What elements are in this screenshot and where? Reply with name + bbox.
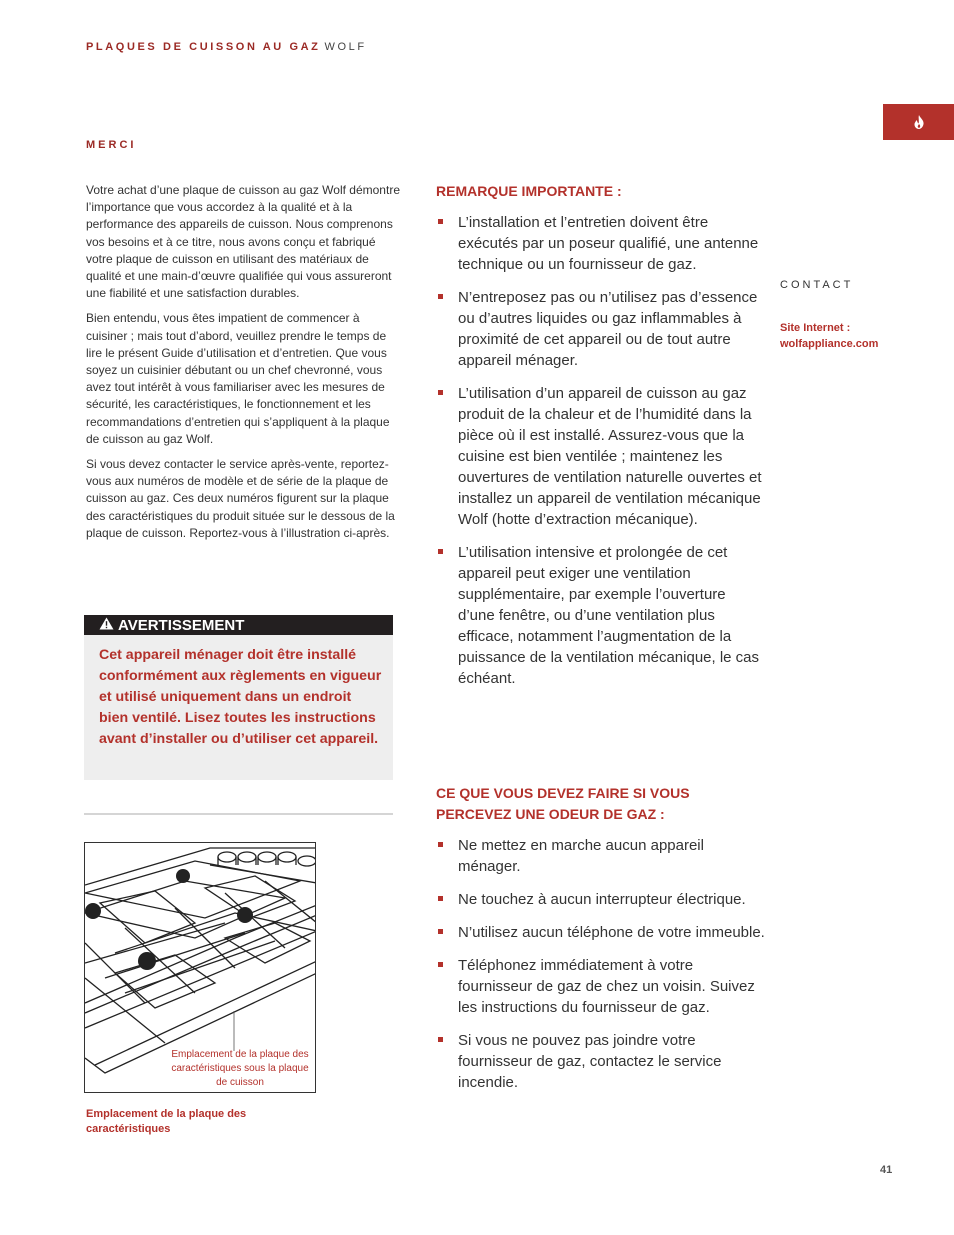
website-label: Site Internet : (780, 322, 851, 334)
list-item: N’utilisez aucun téléphone de votre immeuble. (436, 922, 766, 943)
intro-text (86, 182, 400, 550)
cooktop-illustration (84, 842, 316, 1093)
illustration-callout: Emplacement de la plaque des caractéristiques sous la plaque de cuisson (171, 1049, 309, 1088)
header-title: PLAQUES DE CUISSON AU GAZ (86, 41, 321, 53)
list-item: L’utilisation intensive et prolongée de cet appareil peut exiger une ventilation supplémentaire, par exemple l’ouverture d’une fenêtre, ou d’une ventilation plus efficace, notamment l’augmentation de la puissance de la ventilation mécanique, le cas échéant. (436, 542, 766, 689)
figure-caption: Emplacement de la plaque des caractéristiques (86, 1108, 247, 1135)
gas-smell-heading: CE QUE VOUS DEVEZ FAIRE SI VOUS PERCEVEZ UNE ODEUR DE GAZ : (436, 785, 690, 822)
warning-text: Cet appareil ménager doit être installé conformément aux règlements en vigueur et utilisé uniquement dans un endroit bien ventilé. Lisez toutes les instructions avant d’installer ou d’utiliser cet appareil. (99, 647, 382, 747)
intro-paragraph: Votre achat d’une plaque de cuisson au gaz Wolf démontre l’importance que vous accordez à la qualité et à la performance des appareils de cuisson. Nous comprenons vos besoins et à ce titre, nous avons conçu et fabriqué votre plaque de cuisson en utilisant des matériaux de qualité et une main-d’œuvre qualifiée qui vous assureront une fiabilité et une satisfaction durables. (86, 183, 400, 301)
website-url[interactable]: wolfappliance.com (780, 337, 879, 350)
page-number: 41 (880, 1164, 893, 1176)
list-item: Téléphonez immédiatement à votre fournisseur de gaz de chez un voisin. Suivez les instructions du fournisseur de gaz. (436, 955, 766, 1018)
intro-paragraph: Si vous devez contacter le service après-vente, reportez-vous aux numéros de modèle et de série de la plaque de cuisson au gaz. Ces deux numéros figurent sur la plaque des caractéristiques du produit située sur le dessous de la plaque de cuisson. Reportez-vous à l’illustration ci-après. (86, 457, 395, 540)
contact-label: CONTACT (780, 279, 854, 291)
header-brand: WOLF (324, 41, 367, 53)
warning-triangle-icon (99, 617, 114, 634)
list-item: Ne touchez à aucun interrupteur électrique. (436, 889, 766, 910)
list-item: Si vous ne pouvez pas joindre votre fournisseur de gaz, contactez le service incendie. (436, 1030, 766, 1093)
section-title: MERCI (86, 139, 137, 151)
list-item: L’installation et l’entretien doivent être exécutés par un poseur qualifié, une antenne technique ou un fournisseur de gaz. (436, 212, 766, 275)
contact-website[interactable] (780, 321, 878, 352)
important-heading: REMARQUE IMPORTANTE : (436, 183, 622, 199)
gas-smell-list (436, 835, 766, 1105)
warning-label: AVERTISSEMENT (118, 616, 245, 634)
important-list (436, 212, 766, 701)
warning-header (84, 615, 393, 635)
intro-paragraph: Bien entendu, vous êtes impatient de commencer à cuisiner ; mais tout d’abord, veuillez prendre le temps de lire le présent Guide d’utilisation et d’entretien. Que vous soyez un cuisinier débutant ou un chef chevronné, vous avez tout intérêt à vous familiariser avec les mesures de sécurité, les caractéristiques, le fonctionnement et les recommandations d’entretien qui s’appliquent à la plaque de cuisson au gaz Wolf. (86, 311, 390, 446)
warning-box (84, 615, 393, 780)
list-item: N’entreposez pas ou n’utilisez pas d’essence ou d’autres liquides ou gaz inflammables à proximité de cet appareil ou de tout autre appareil ménager. (436, 287, 766, 371)
flame-icon (913, 115, 925, 129)
running-header (86, 41, 367, 53)
divider (84, 813, 393, 815)
list-item: Ne mettez en marche aucun appareil ménager. (436, 835, 766, 877)
section-tab (883, 104, 954, 140)
list-item: L’utilisation d’un appareil de cuisson au gaz produit de la chaleur et de l’humidité dans la pièce où il est installé. Assurez-vous que la cuisine est bien ventilée ; maintenez les ouvertures de ventilation naturelle ouvertes et installez un appareil de ventilation mécanique Wolf (hotte d’extraction mécanique). (436, 383, 766, 530)
